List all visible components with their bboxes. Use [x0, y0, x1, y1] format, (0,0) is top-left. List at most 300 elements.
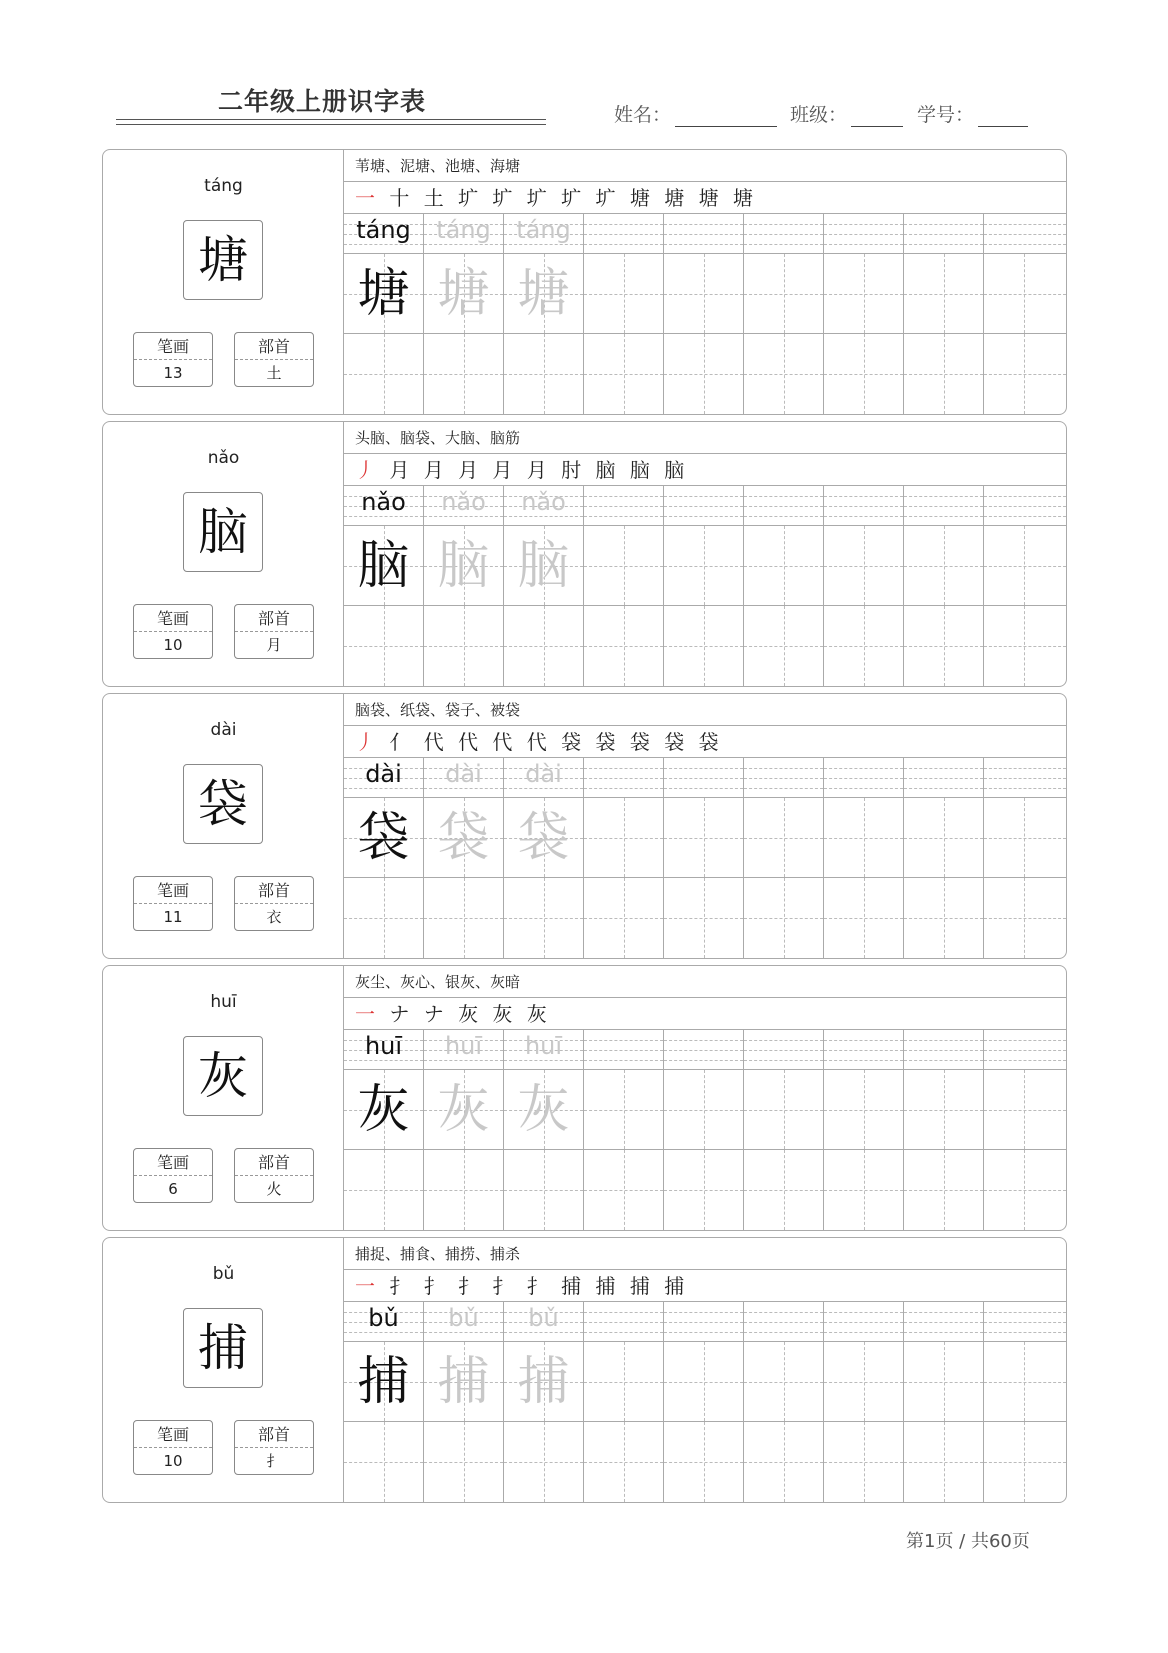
character-practice-cell[interactable]: [824, 1342, 903, 1422]
radical-box: [234, 604, 314, 659]
pinyin-practice-cell[interactable]: [344, 758, 423, 798]
character-practice-cell[interactable]: [504, 606, 583, 686]
pinyin-guide-line: [984, 1332, 1066, 1333]
pinyin-guide-line: [504, 1332, 583, 1333]
stroke-count-value: 10: [163, 1452, 183, 1470]
character-box: [183, 764, 263, 844]
character-practice-cell[interactable]: [984, 1422, 1066, 1502]
character-practice-cell[interactable]: [504, 798, 583, 878]
character-practice-cell[interactable]: [904, 334, 983, 414]
pinyin-guide-line: [984, 244, 1066, 245]
character-practice-cell[interactable]: [504, 1070, 583, 1150]
pinyin-guide-line: [504, 1060, 583, 1061]
character-practice-cell[interactable]: [984, 334, 1066, 414]
character-practice-cell[interactable]: [344, 878, 423, 958]
radical-box: [234, 1420, 314, 1475]
character-practice-cell[interactable]: [344, 1150, 423, 1230]
character-practice-cell[interactable]: [664, 526, 743, 606]
character-practice-cell[interactable]: [904, 878, 983, 958]
character-practice-cell[interactable]: [584, 606, 663, 686]
class-label: 班级：: [790, 104, 848, 126]
pinyin-practice-cell[interactable]: [744, 214, 823, 254]
grid-guide-horizontal: [904, 838, 983, 839]
character-practice-cell[interactable]: [344, 1422, 423, 1502]
grid-guide-horizontal: [744, 646, 823, 647]
character-practice-cell[interactable]: [744, 606, 823, 686]
character-practice-cell[interactable]: [744, 1342, 823, 1422]
pinyin-practice-cell[interactable]: [584, 1302, 663, 1342]
grid-guide-horizontal: [904, 294, 983, 295]
pinyin-practice-cell[interactable]: [824, 214, 903, 254]
character-info-panel: [103, 422, 344, 686]
practice-column: [744, 1302, 824, 1502]
practice-column: [824, 1302, 904, 1502]
character-box: [183, 1308, 263, 1388]
practice-column: [904, 214, 984, 414]
character-practice-cell[interactable]: [504, 254, 583, 334]
pinyin-guide-line: [744, 1060, 823, 1061]
character-practice-cell[interactable]: [984, 878, 1066, 958]
pinyin-practice-cell[interactable]: [424, 486, 503, 526]
stroke-count-value: 11: [163, 908, 183, 926]
pinyin-guide-line: [664, 244, 743, 245]
practice-column: [744, 758, 824, 958]
character-practice-cell[interactable]: [664, 334, 743, 414]
pinyin-guide-line: [664, 788, 743, 789]
pinyin-practice-cell[interactable]: [424, 1302, 503, 1342]
character-practice-cell[interactable]: [584, 334, 663, 414]
example-words: 脑袋、纸袋、袋子、被袋: [344, 694, 1066, 726]
pinyin-practice-cell[interactable]: [664, 486, 743, 526]
character-practice-cell[interactable]: [504, 1342, 583, 1422]
practice-column: [984, 1030, 1066, 1230]
pinyin-practice-cell[interactable]: [904, 214, 983, 254]
grid-guide-horizontal: [344, 374, 423, 375]
character-practice-cell[interactable]: [344, 606, 423, 686]
grid-guide-horizontal: [904, 1382, 983, 1383]
pinyin-guide-line: [984, 234, 1066, 235]
pinyin-guide-line: [824, 1050, 903, 1051]
pinyin-practice-cell[interactable]: [984, 1302, 1066, 1342]
pinyin-guide-line: [904, 1312, 983, 1313]
pinyin-guide-line: [984, 1060, 1066, 1061]
pinyin-guide-line: [504, 244, 583, 245]
pinyin-practice-cell[interactable]: [504, 214, 583, 254]
pinyin-guide-line: [584, 234, 663, 235]
pinyin-practice-cell[interactable]: [824, 1302, 903, 1342]
character-practice-cell[interactable]: [584, 798, 663, 878]
character-practice-cell[interactable]: [984, 798, 1066, 878]
practice-column: [344, 758, 424, 958]
grid-guide-horizontal: [984, 374, 1066, 375]
character-practice-cell[interactable]: [344, 1342, 423, 1422]
student-id-label: 学号：: [917, 104, 975, 126]
grid-guide-horizontal: [424, 646, 503, 647]
character-model: 脑: [357, 536, 410, 596]
character-practice-cell[interactable]: [584, 254, 663, 334]
character-practice-cell[interactable]: [504, 334, 583, 414]
practice-grid: [344, 758, 1066, 958]
character-practice-cell[interactable]: [424, 878, 503, 958]
pinyin-practice-cell[interactable]: [824, 486, 903, 526]
practice-column: [584, 758, 664, 958]
stroke-order-first: 一: [355, 1274, 379, 1298]
pinyin-guide-line: [584, 768, 663, 769]
page-header: [0, 0, 1168, 140]
radical-label: 部首: [235, 877, 313, 904]
grid-guide-horizontal: [584, 1462, 663, 1463]
character-practice-cell[interactable]: [664, 798, 743, 878]
pinyin-guide-line: [584, 1060, 663, 1061]
pinyin-practice-cell[interactable]: [984, 486, 1066, 526]
stroke-order-rest: 扌 扌 扌 扌 扌 捕 捕 捕 捕: [389, 1274, 689, 1298]
character-practice-cell[interactable]: [904, 1150, 983, 1230]
character-practice-cell[interactable]: [904, 1422, 983, 1502]
pinyin-guide-line: [664, 778, 743, 779]
character-practice-cell[interactable]: [664, 1422, 743, 1502]
character-practice-cell[interactable]: [424, 254, 503, 334]
character-practice-cell[interactable]: [744, 798, 823, 878]
practice-column: [984, 486, 1066, 686]
character-practice-cell[interactable]: [824, 798, 903, 878]
character-practice-cell[interactable]: [664, 1070, 743, 1150]
character-practice-cell[interactable]: [504, 1422, 583, 1502]
pinyin-practice-cell[interactable]: [504, 1302, 583, 1342]
pinyin-practice-cell[interactable]: [584, 1030, 663, 1070]
grid-guide-horizontal: [744, 1110, 823, 1111]
stroke-count-box: [133, 604, 213, 659]
pinyin-practice-cell[interactable]: [584, 214, 663, 254]
grid-guide-horizontal: [584, 1190, 663, 1191]
example-words: 捕捉、捕食、捕捞、捕杀: [344, 1238, 1066, 1270]
pinyin-guide-line: [664, 1040, 743, 1041]
character-practice-cell[interactable]: [824, 254, 903, 334]
character-practice-cell[interactable]: [984, 606, 1066, 686]
stroke-order: [344, 454, 1066, 486]
character-practice-cell[interactable]: [824, 1150, 903, 1230]
character-practice-cell[interactable]: [344, 798, 423, 878]
practice-column: [504, 1302, 584, 1502]
practice-column: [984, 214, 1066, 414]
radical-value: 月: [266, 636, 282, 654]
character-practice-cell[interactable]: [584, 526, 663, 606]
pinyin-trace: huī: [524, 1032, 563, 1060]
pinyin-practice-cell[interactable]: [504, 486, 583, 526]
character-practice-cell[interactable]: [904, 1070, 983, 1150]
character-practice-cell[interactable]: [744, 1150, 823, 1230]
pinyin-practice-cell[interactable]: [984, 214, 1066, 254]
practice-column: [584, 1302, 664, 1502]
pinyin-guide-line: [424, 1060, 503, 1061]
practice-column: [904, 758, 984, 958]
character-practice-cell[interactable]: [424, 798, 503, 878]
character-practice-cell[interactable]: [984, 254, 1066, 334]
grid-guide-horizontal: [904, 566, 983, 567]
character-practice-cell[interactable]: [424, 1342, 503, 1422]
radical-box: [234, 332, 314, 387]
character-practice-cell[interactable]: [584, 1070, 663, 1150]
character-practice-cell[interactable]: [744, 334, 823, 414]
practice-column: [424, 758, 504, 958]
pinyin-guide-line: [904, 234, 983, 235]
character-info-panel: [103, 694, 344, 958]
pinyin-trace: nǎo: [521, 488, 566, 516]
character-practice-cell[interactable]: [424, 1150, 503, 1230]
character-practice-cell[interactable]: [744, 526, 823, 606]
character-practice-cell[interactable]: [344, 1070, 423, 1150]
pinyin-guide-line: [824, 234, 903, 235]
student-id-field: [917, 100, 1028, 127]
pinyin-practice-cell[interactable]: [744, 1030, 823, 1070]
pinyin-guide-line: [344, 244, 423, 245]
pinyin-practice-cell[interactable]: [584, 486, 663, 526]
character-practice-cell[interactable]: [824, 878, 903, 958]
pinyin-guide-line: [984, 224, 1066, 225]
name-blank[interactable]: [675, 105, 777, 127]
pinyin-trace: nǎo: [441, 488, 486, 516]
pinyin-practice-cell[interactable]: [744, 1302, 823, 1342]
pinyin-practice-cell[interactable]: [664, 214, 743, 254]
stroke-count-box: [133, 332, 213, 387]
pinyin-practice-cell[interactable]: [504, 1030, 583, 1070]
page-title: 二年级上册识字表: [218, 87, 427, 116]
character-practice-cell[interactable]: [904, 254, 983, 334]
grid-guide-horizontal: [664, 294, 743, 295]
practice-panel: [344, 966, 1066, 1230]
grid-guide-horizontal: [664, 1382, 743, 1383]
stroke-count-box: [133, 1148, 213, 1203]
character-practice-cell[interactable]: [984, 1150, 1066, 1230]
character-practice-cell[interactable]: [584, 878, 663, 958]
character-card: [102, 965, 1067, 1231]
character-practice-cell[interactable]: [984, 526, 1066, 606]
character-practice-cell[interactable]: [744, 1422, 823, 1502]
character-practice-cell[interactable]: [664, 254, 743, 334]
pinyin-practice-cell[interactable]: [824, 758, 903, 798]
radical-label: 部首: [235, 333, 313, 360]
character-practice-cell[interactable]: [344, 334, 423, 414]
character-info-panel: [103, 1238, 344, 1502]
character-practice-cell[interactable]: [824, 526, 903, 606]
pinyin-guide-line: [584, 788, 663, 789]
pinyin-practice-cell[interactable]: [344, 1302, 423, 1342]
pinyin-practice-cell[interactable]: [424, 1030, 503, 1070]
stroke-order-rest: 月 月 月 月 月 肘 脑 脑 脑: [389, 458, 689, 482]
grid-guide-horizontal: [744, 566, 823, 567]
grid-guide-horizontal: [664, 918, 743, 919]
pinyin-practice-cell[interactable]: [904, 1302, 983, 1342]
character-practice-cell[interactable]: [904, 526, 983, 606]
class-blank[interactable]: [851, 105, 903, 127]
character-practice-cell[interactable]: [664, 1150, 743, 1230]
pinyin-guide-line: [824, 1332, 903, 1333]
pinyin-guide-line: [584, 1050, 663, 1051]
grid-guide-horizontal: [824, 1382, 903, 1383]
stroke-order-rest: 十 土 圹 圹 圹 圹 圹 塘 塘 塘 塘: [389, 186, 757, 210]
pinyin-guide-line: [424, 1332, 503, 1333]
pinyin-guide-line: [664, 768, 743, 769]
pinyin-practice-cell[interactable]: [904, 1030, 983, 1070]
pinyin-practice-cell[interactable]: [904, 758, 983, 798]
pinyin-practice-cell[interactable]: [344, 486, 423, 526]
grid-guide-horizontal: [664, 1462, 743, 1463]
character-practice-cell[interactable]: [424, 1422, 503, 1502]
character-card: [102, 693, 1067, 959]
stroke-order-rest: 亻 代 代 代 代 袋 袋 袋 袋 袋: [389, 730, 723, 754]
character-practice-cell[interactable]: [424, 334, 503, 414]
stroke-count-value: 13: [163, 364, 183, 382]
pinyin-guide-line: [584, 1040, 663, 1041]
character-practice-cell[interactable]: [664, 606, 743, 686]
pinyin-guide-line: [824, 496, 903, 497]
grid-guide-horizontal: [984, 566, 1066, 567]
stroke-order-first: 一: [355, 186, 379, 210]
character-practice-cell[interactable]: [504, 1150, 583, 1230]
student-id-blank[interactable]: [978, 105, 1028, 127]
grid-guide-horizontal: [584, 838, 663, 839]
pinyin-guide-line: [904, 506, 983, 507]
pinyin-guide-line: [904, 788, 983, 789]
pinyin-practice-cell[interactable]: [504, 758, 583, 798]
stroke-count-label: 笔画: [134, 1149, 212, 1176]
character-practice-cell[interactable]: [584, 1342, 663, 1422]
practice-column: [504, 1030, 584, 1230]
character-practice-cell[interactable]: [584, 1150, 663, 1230]
pinyin-guide-line: [904, 1040, 983, 1041]
pinyin-guide-line: [424, 788, 503, 789]
character-glyph: 脑: [198, 503, 248, 561]
pinyin-guide-line: [984, 1312, 1066, 1313]
grid-guide-horizontal: [424, 1190, 503, 1191]
character-practice-cell[interactable]: [664, 1342, 743, 1422]
pinyin-guide-line: [984, 496, 1066, 497]
practice-grid: [344, 1030, 1066, 1230]
pinyin-guide-line: [744, 778, 823, 779]
character-practice-cell[interactable]: [824, 1070, 903, 1150]
character-practice-cell[interactable]: [824, 334, 903, 414]
stroke-order-rest: ナ ナ 灰 灰 灰: [389, 1002, 551, 1026]
pinyin-model: huī: [364, 1032, 403, 1060]
character-practice-cell[interactable]: [504, 526, 583, 606]
pinyin-practice-cell[interactable]: [744, 758, 823, 798]
grid-guide-horizontal: [824, 1462, 903, 1463]
character-practice-cell[interactable]: [744, 254, 823, 334]
grid-guide-horizontal: [824, 918, 903, 919]
practice-column: [424, 1302, 504, 1502]
pinyin-guide-line: [664, 1332, 743, 1333]
pinyin-guide-line: [824, 1060, 903, 1061]
practice-column: [504, 758, 584, 958]
stroke-order-first: 丿: [355, 458, 379, 482]
character-practice-cell[interactable]: [984, 1342, 1066, 1422]
pinyin-model: bǔ: [368, 1304, 399, 1332]
character-practice-cell[interactable]: [344, 254, 423, 334]
character-practice-cell[interactable]: [584, 1422, 663, 1502]
character-practice-cell[interactable]: [664, 878, 743, 958]
character-practice-cell[interactable]: [904, 798, 983, 878]
grid-guide-horizontal: [584, 1110, 663, 1111]
pinyin-guide-line: [904, 1332, 983, 1333]
pinyin-practice-cell[interactable]: [424, 214, 503, 254]
character-practice-cell[interactable]: [904, 1342, 983, 1422]
pinyin-guide-line: [504, 788, 583, 789]
pinyin-practice-cell[interactable]: [824, 1030, 903, 1070]
character-model: 灰: [357, 1080, 410, 1140]
character-trace: 脑: [437, 536, 490, 596]
grid-guide-horizontal: [744, 918, 823, 919]
grid-guide-horizontal: [504, 918, 583, 919]
pinyin-practice-cell[interactable]: [984, 1030, 1066, 1070]
class-field: [790, 100, 903, 127]
pinyin-model: dài: [365, 760, 402, 788]
pinyin-practice-cell[interactable]: [344, 1030, 423, 1070]
grid-guide-horizontal: [984, 1110, 1066, 1111]
pinyin-practice-cell[interactable]: [984, 758, 1066, 798]
character-practice-cell[interactable]: [824, 1422, 903, 1502]
pinyin-practice-cell[interactable]: [584, 758, 663, 798]
grid-guide-horizontal: [424, 374, 503, 375]
pinyin-guide-line: [744, 1322, 823, 1323]
character-practice-cell[interactable]: [344, 526, 423, 606]
character-practice-cell[interactable]: [744, 878, 823, 958]
pinyin-practice-cell[interactable]: [344, 214, 423, 254]
pinyin-guide-line: [984, 788, 1066, 789]
character-practice-cell[interactable]: [424, 526, 503, 606]
practice-column: [344, 1030, 424, 1230]
example-words: 苇塘、泥塘、池塘、海塘: [344, 150, 1066, 182]
pinyin-practice-cell[interactable]: [664, 1030, 743, 1070]
pinyin-practice-cell[interactable]: [664, 758, 743, 798]
pinyin-guide-line: [824, 224, 903, 225]
pinyin-practice-cell[interactable]: [744, 486, 823, 526]
pinyin-practice-cell[interactable]: [664, 1302, 743, 1342]
pinyin-practice-cell[interactable]: [424, 758, 503, 798]
pinyin-guide-line: [824, 244, 903, 245]
pinyin-practice-cell[interactable]: [904, 486, 983, 526]
pinyin-guide-line: [744, 234, 823, 235]
pinyin-guide-line: [664, 234, 743, 235]
pinyin-guide-line: [504, 516, 583, 517]
character-practice-cell[interactable]: [904, 606, 983, 686]
radical-label: 部首: [235, 1421, 313, 1448]
pinyin-guide-line: [824, 1312, 903, 1313]
pinyin-trace: dài: [525, 760, 562, 788]
character-practice-cell[interactable]: [984, 1070, 1066, 1150]
pinyin-guide-line: [584, 224, 663, 225]
grid-guide-horizontal: [984, 838, 1066, 839]
pinyin-guide-line: [984, 1322, 1066, 1323]
stroke-count-label: 笔画: [134, 877, 212, 904]
stroke-count-value: 10: [163, 636, 183, 654]
grid-guide-horizontal: [744, 1190, 823, 1191]
practice-column: [984, 1302, 1066, 1502]
character-practice-cell[interactable]: [424, 606, 503, 686]
grid-guide-horizontal: [344, 1462, 423, 1463]
grid-guide-horizontal: [664, 566, 743, 567]
grid-guide-horizontal: [744, 1382, 823, 1383]
character-practice-cell[interactable]: [424, 1070, 503, 1150]
character-practice-cell[interactable]: [824, 606, 903, 686]
stroke-order: [344, 182, 1066, 214]
character-info-panel: [103, 966, 344, 1230]
character-practice-cell[interactable]: [504, 878, 583, 958]
grid-guide-horizontal: [344, 1190, 423, 1191]
pinyin-guide-line: [824, 506, 903, 507]
pinyin-guide-line: [664, 1322, 743, 1323]
name-label: 姓名：: [614, 104, 672, 126]
pinyin-guide-line: [584, 506, 663, 507]
character-practice-cell[interactable]: [744, 1070, 823, 1150]
